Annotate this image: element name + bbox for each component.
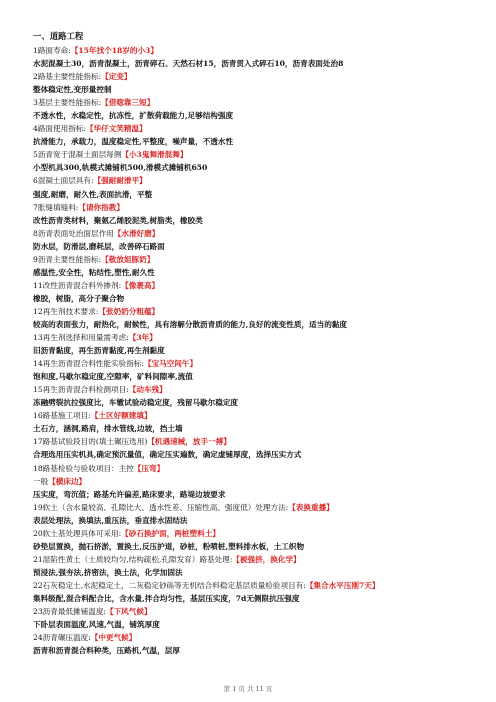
- list-item: [33, 227, 476, 240]
- answer-text: 压实度，弯沉值；路基允许偏差,路床要求，路堤边坡要求: [33, 489, 226, 499]
- list-item: [33, 644, 476, 657]
- list-item: [33, 318, 476, 331]
- mnemonic-text: 【借唿靠三短】: [101, 98, 155, 108]
- question-text: 4路面使用指标:: [33, 124, 86, 134]
- list-item: [33, 266, 476, 279]
- answer-text: 改性沥青类材料，聚氨乙烯胶泥类,树脂类，橡胶类: [33, 215, 203, 225]
- list-item: [33, 135, 476, 148]
- list-item: [33, 553, 476, 566]
- list-item: [33, 96, 476, 109]
- list-item: [33, 631, 476, 644]
- answer-text: 集料级配,混合料配合比，含水量,拌合均匀性，基层压实度，7d无侧限抗压强度: [33, 593, 300, 603]
- mnemonic-text: 【表换重播】: [288, 502, 334, 512]
- list-item: [33, 188, 476, 201]
- list-item: [33, 370, 476, 383]
- mnemonic-text: 【小3鬼舞滑混舞】: [121, 150, 188, 160]
- list-item: [33, 527, 476, 540]
- mnemonic-text: 【砂石换护面，两桩塑料土】: [121, 528, 220, 538]
- mnemonic-text: 【中更气候】: [90, 633, 137, 643]
- mnemonic-text: 【敬放姐豚奶】: [101, 254, 155, 264]
- list-item: [33, 201, 476, 214]
- question-text: 24沥青碾压温度:: [33, 633, 91, 643]
- list-item: [33, 435, 476, 448]
- mnemonic-text: 【宝马空间午】: [143, 359, 198, 369]
- question-text: 7胀缝填缝料:: [33, 202, 79, 212]
- list-item: [33, 514, 476, 527]
- answer-text: 表层处理法，换填法,重压法，垂直排水固结法: [33, 515, 188, 525]
- list-item: [33, 122, 476, 135]
- mnemonic-text: 【请你指教】: [78, 202, 124, 212]
- mnemonic-text: 【横床边】: [48, 476, 87, 486]
- list-item: [33, 383, 476, 396]
- answer-text: 沥青和沥青混合料种类，压路机,气温，层厚: [33, 646, 180, 656]
- question-text: 20软土基处理具体可采用:: [33, 528, 122, 538]
- question-text: 8沥青表面处治面层作用: [33, 228, 114, 238]
- answer-text: 水泥混凝土30，沥青混凝土，沥青碎石、天然石材15，沥青贯入式碎石10，沥青表面处治8: [33, 59, 344, 69]
- question-text: 23沥青最低摊铺温度:: [33, 607, 106, 617]
- question-text: 13再生剂选择和用量需考虑:: [33, 333, 129, 343]
- question-text: 15再生沥青混合料检测项目:: [33, 385, 129, 395]
- list-item: [33, 579, 476, 592]
- list-item: [33, 605, 476, 618]
- question-text: 16路基施工项目:: [33, 411, 91, 421]
- question-text: 18路基检验与验收项目：主控: [33, 463, 134, 473]
- list-item: [33, 279, 476, 292]
- list-item: [33, 109, 476, 122]
- list-item: [33, 214, 476, 227]
- answer-text: 橡胶，树脂，高分子聚合物: [33, 293, 125, 303]
- answer-text: 砂垫层置换，抛石挤淤，置换土,反压护道，砂桩，粉喷桩,塑料排水板，土工织物: [33, 541, 305, 551]
- question-text: 17路基试验段目的(填土碾压选用): [33, 437, 148, 447]
- page-footer: 第 1 页 共 11 页: [223, 685, 273, 693]
- list-item: [33, 148, 476, 161]
- list-item: [33, 44, 476, 57]
- answer-text: 感温性,安全性，粘结性,塑性,耐久性: [33, 267, 155, 277]
- answer-text: 预浸法,强夯法,挤密法，换土法，化学加固法: [33, 567, 183, 577]
- question-text: 5沥青宽于混凝土面层每侧: [33, 150, 122, 160]
- answer-text: 强度,耐磨，耐久性,表面抗滑，平整: [33, 189, 153, 199]
- mnemonic-text: 【压弯】: [133, 463, 165, 473]
- mnemonic-text: 【土区好额建填】: [90, 411, 152, 421]
- answer-text: 合理选用压实机具,确定预沉量值，确定压实遍数，确定虚铺厚度，选择压实方式: [33, 450, 302, 460]
- list-item: [33, 240, 476, 253]
- answer-text: 下卧层表面温度,风速,气温，铺筑厚度: [33, 620, 160, 630]
- section-heading: 一、道路工程: [33, 31, 84, 41]
- mnemonic-text: 【华仔文笑精温】: [85, 124, 147, 134]
- mnemonic-text: 【水滑好磨】: [113, 228, 160, 238]
- list-item: [33, 448, 476, 461]
- mnemonic-text: 【机遇速械，放手一搏】: [147, 437, 231, 447]
- mnemonic-text: 【强耐耐滑平】: [93, 176, 147, 186]
- list-item: [33, 331, 476, 344]
- list-item: [33, 475, 476, 488]
- list-item: [33, 618, 476, 631]
- mnemonic-text: 【张奶奶分粗蕴】: [98, 306, 160, 316]
- mnemonic-text: 【动车残】: [128, 385, 167, 395]
- answer-text: 小型机具300,轨模式摊铺机500,滑模式摊铺机650: [33, 163, 208, 173]
- mnemonic-text: 【定变】: [101, 72, 132, 82]
- list-item: [33, 292, 476, 305]
- answer-text: 不透水性，水稳定性，抗冻性，扩散荷载能力,足够结构强度: [33, 111, 234, 121]
- answer-text: 抗滑能力，承载力，温度稳定性,平整度，噪声量，不透水性: [33, 137, 234, 147]
- question-text: 9沥青主要性能指标:: [33, 254, 102, 264]
- list-item: [33, 540, 476, 553]
- list-item: [33, 592, 476, 605]
- question-text: 11改性沥青混合料外掺剂:: [33, 280, 122, 290]
- list-item: [33, 344, 476, 357]
- answer-text: 较高的表面张力，耐热化，耐候性，具有溶解分散沥青质的能力,良好的流变性质，适当的黏度: [33, 319, 347, 329]
- answer-text: 饱和度,马歇尔稳定度,空隙率，矿料间隙率,流值: [33, 372, 193, 382]
- item-list: [33, 44, 476, 657]
- list-item: [33, 83, 476, 96]
- list-item: [33, 70, 476, 83]
- question-text: 2路基主要性能指标:: [33, 72, 102, 82]
- list-item: [33, 161, 476, 174]
- answer-text: 整体稳定性,变形量控制: [33, 85, 112, 95]
- question-text: 21湿陷性黄土（土质较均匀,结构疏松,孔隙发育）路基处理:: [33, 554, 233, 564]
- list-item: [33, 57, 476, 70]
- answer-text: 土石方，涵洞,路肩，排水管线,边坡，挡土墙: [33, 424, 183, 434]
- question-text: 6混凝土面层具有:: [33, 176, 94, 186]
- question-text: 22石灰稳定土,水泥稳定土，二灰稳定砂砾等无机结合料稳定基层质量检验项目有:: [33, 580, 306, 590]
- list-item: [33, 174, 476, 187]
- question-text: 1路面寿命:: [33, 46, 71, 55]
- list-item: [33, 488, 476, 501]
- list-item: [33, 305, 476, 318]
- answer-text: 防水层，防滑层,磨耗层，改善碎石路面: [33, 241, 165, 251]
- question-text: 12再生剂技术要求:: [33, 306, 99, 316]
- answer-text: 冻融劈裂抗拉强度比，车辙试验动稳定度，残留马歇尔稳定度: [33, 398, 239, 408]
- list-item: [33, 357, 476, 370]
- list-item: [33, 422, 476, 435]
- mnemonic-text: 【15年找个18岁的小3】: [70, 46, 158, 55]
- question-text: 一般: [33, 476, 49, 486]
- list-item: [33, 253, 476, 266]
- question-text: 14再生沥青混合料性能实验指标:: [33, 359, 144, 369]
- list-item: [33, 409, 476, 422]
- question-text: 19软土（含水量较高、孔隙比大、透水性差、压缩性高、强度低）处理方法:: [33, 502, 289, 512]
- mnemonic-text: 【被强挤，换化学】: [232, 554, 301, 564]
- answer-text: 旧沥青黏度，再生沥青黏度,再生剂黏度: [33, 346, 165, 356]
- list-item: [33, 566, 476, 579]
- mnemonic-text: 【3年】: [128, 333, 157, 343]
- question-text: 3基层主要性能指标:: [33, 98, 102, 108]
- mnemonic-text: 【下风气候】: [105, 607, 152, 617]
- mnemonic-text: 【像裹高】: [121, 280, 160, 290]
- list-item: [33, 501, 476, 514]
- mnemonic-text: 【集合水平压刚7天】: [305, 580, 380, 590]
- list-item: [33, 462, 476, 475]
- list-item: [33, 396, 476, 409]
